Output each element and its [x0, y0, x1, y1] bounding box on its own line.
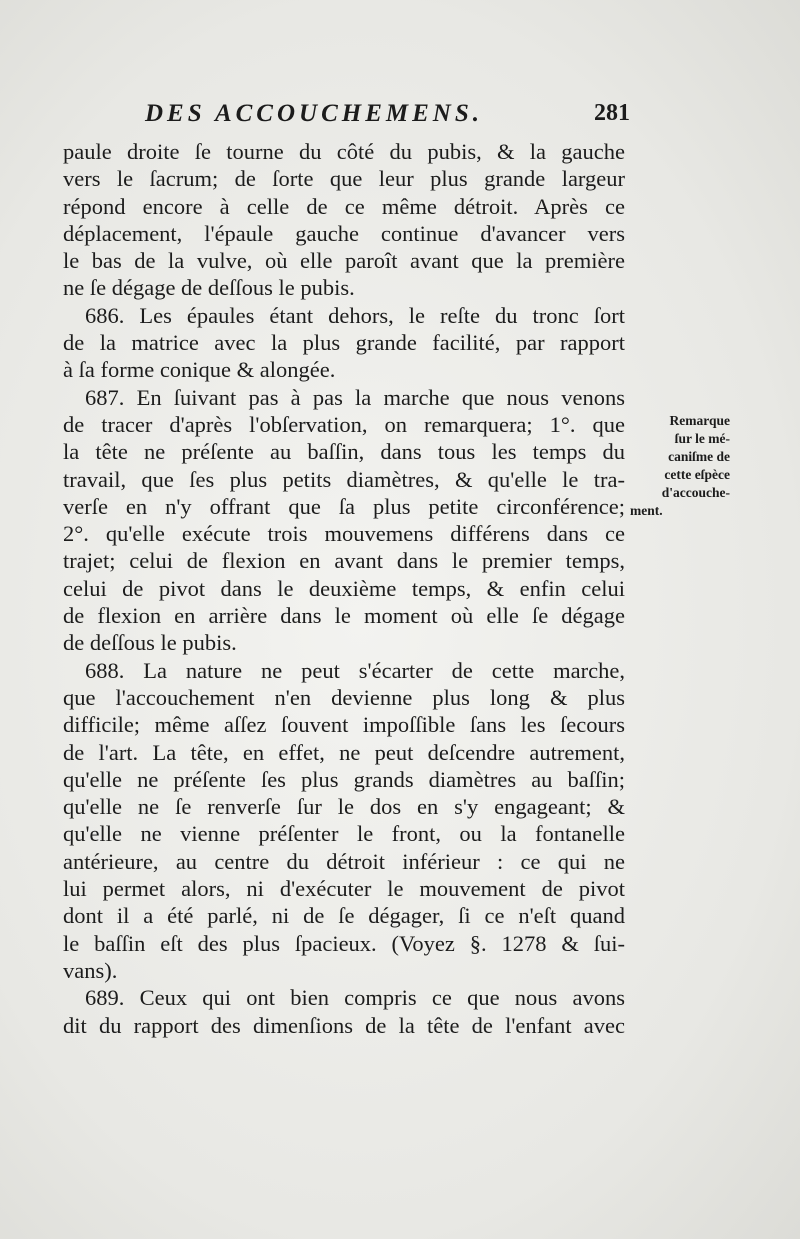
text-line: déplacement, l'épaule gauche continue d'avancer vers — [63, 220, 625, 246]
text-line: à ſa forme conique & alongée. — [63, 357, 336, 383]
text-line: de la matrice avec la plus grande facilité, par rapport — [63, 330, 625, 356]
text-line: 688. La nature ne peut s'écarter de cette marche, — [85, 657, 625, 683]
margin-note-line: Remarque — [669, 413, 730, 428]
text-line: qu'elle ne préſente ſes plus grands diamètres au baſſin; — [63, 766, 625, 792]
text-line: le bas de la vulve, où elle paroît avant que la première — [63, 248, 625, 274]
text-line: qu'elle ne vienne préſenter le front, ou la fontanelle — [63, 821, 625, 847]
text-line: dont il a été parlé, ni de ſe dégager, ſi ce n'eſt quand — [63, 903, 625, 929]
body-text — [63, 138, 625, 1039]
margin-note-line: caniſme de — [668, 449, 730, 464]
text-line: de l'art. La tête, en effet, ne peut deſcendre autrement, — [63, 739, 625, 765]
page-number: 281 — [594, 100, 630, 126]
text-line: 2°. qu'elle exécute trois mouvemens différens dans ce — [63, 521, 625, 547]
text-line: qu'elle ne ſe renverſe ſur le dos en s'y engageant; & — [63, 794, 625, 820]
margin-note-line: cette eſpèce — [664, 467, 730, 482]
running-title: DES ACCOUCHEMENS. — [145, 100, 483, 127]
text-line: la tête ne préſente au baſſin, dans tous les temps du — [63, 439, 625, 465]
text-line: paule droite ſe tourne du côté du pubis, & la gauche — [63, 139, 625, 164]
text-line: vers le ſacrum; de ſorte que leur plus grande largeur — [63, 166, 625, 192]
text-line: lui permet alors, ni d'exécuter le mouvement de pivot — [63, 876, 625, 902]
margin-note-line: d'accouche- — [661, 485, 730, 500]
text-line: répond encore à celle de ce même détroit. Après ce — [63, 193, 625, 219]
text-line: de tracer d'après l'obſervation, on remarquera; 1°. que — [63, 411, 625, 437]
text-line: verſe en n'y offrant que ſa plus petite circonférence; — [63, 493, 625, 519]
text-line: 686. Les épaules étant dehors, le reſte du tronc ſort — [85, 302, 625, 328]
text-line: difficile; même aſſez ſouvent impoſſible ſans les ſecours — [63, 712, 625, 738]
text-line: de flexion en arrière dans le moment où elle ſe dégage — [63, 603, 625, 629]
text-line: vans). — [63, 957, 118, 983]
page-header — [145, 100, 630, 130]
margin-note-line: ſur le mé- — [674, 431, 730, 446]
text-line: antérieure, au centre du détroit inférieur : ce qui ne — [63, 848, 625, 874]
text-line: travail, que ſes plus petits diamètres, & qu'elle le tra- — [63, 466, 625, 492]
text-line: 689. Ceux qui ont bien compris ce que nous avons — [85, 985, 625, 1011]
text-line: celui de pivot dans le deuxième temps, & enfin celui — [63, 575, 625, 601]
text-line: 687. En ſuivant pas à pas la marche que nous venons — [85, 384, 625, 410]
text-line: de deſſous le pubis. — [63, 630, 237, 656]
text-line: que l'accouchement n'en devienne plus long & plus — [63, 684, 625, 710]
text-line: trajet; celui de flexion en avant dans le premier temps, — [63, 548, 625, 574]
margin-note — [630, 412, 730, 520]
text-line: le baſſin eſt des plus ſpacieux. (Voyez §. 1278 & ſui- — [63, 930, 625, 956]
text-line: ne ſe dégage de deſſous le pubis. — [63, 275, 355, 301]
text-line: dit du rapport des dimenſions de la tête de l'enfant avec — [63, 1012, 625, 1038]
margin-note-line: ment. — [630, 503, 663, 518]
